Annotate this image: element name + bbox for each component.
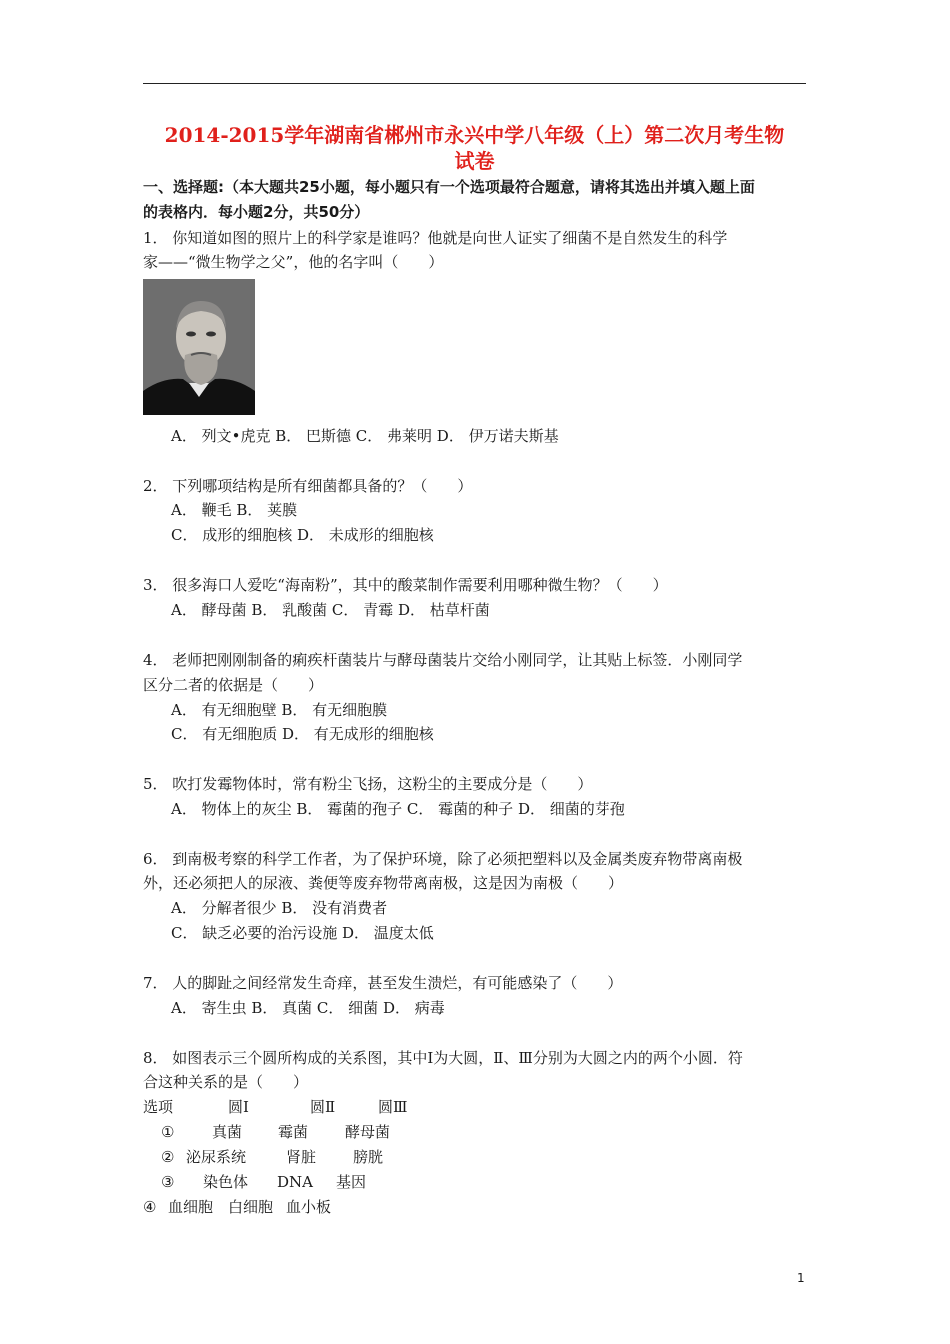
q8-text-line2: 合这种关系的是（ ） <box>143 1073 309 1091</box>
row-cell: 霉菌 <box>278 1123 309 1141</box>
q8-text-line1: 8． 如图表示三个圆所构成的关系图，其中Ⅰ为大圆，Ⅱ、Ⅲ分别为大圆之内的两个小圆．符 <box>143 1049 743 1067</box>
q4-options-1: A． 有无细胞壁 B． 有无细胞膜 <box>171 701 388 719</box>
q2-text: 2． 下列哪项结构是所有细菌都具备的？（ ） <box>143 477 473 495</box>
header-option: 选项 <box>143 1098 174 1116</box>
section-heading-line1: 一、选择题:（本大题共25小题，每小题只有一个选项最符合题意，请将其选出并填入题上面 <box>143 178 755 196</box>
page-number: 1 <box>797 1271 805 1285</box>
header-rule <box>143 83 806 84</box>
row-cell: 真菌 <box>212 1123 243 1141</box>
q1-text-line2: 家——“微生物学之父”，他的名字叫（ ） <box>143 253 444 271</box>
q1-text-line1: 1． 你知道如图的照片上的科学家是谁吗？他就是向世人证实了细菌不是自然发生的科学 <box>143 229 728 247</box>
row-cell: 膀胱 <box>353 1148 384 1166</box>
q6-options-1: A． 分解者很少 B． 没有消费者 <box>171 899 388 917</box>
row-marker: ③ <box>161 1173 175 1191</box>
scientist-portrait <box>143 279 255 415</box>
q3-options: A． 酵母菌 B． 乳酸菌 C． 青霉 D． 枯草杆菌 <box>171 601 490 619</box>
q6-text-line1: 6． 到南极考察的科学工作者，为了保护环境，除了必须把塑料以及金属类废弃物带离南极 <box>143 850 743 868</box>
row-cell: 白细胞 <box>228 1198 274 1216</box>
row-marker: ② <box>161 1148 175 1166</box>
q2-options-2: C． 成形的细胞核 D． 未成形的细胞核 <box>171 526 434 544</box>
row-cell: 泌尿系统 <box>186 1148 247 1166</box>
row-cell: 肾脏 <box>286 1148 317 1166</box>
q3-text: 3． 很多海口人爱吃“海南粉”，其中的酸菜制作需要利用哪种微生物？（ ） <box>143 576 668 594</box>
q5-text: 5． 吹打发霉物体时，常有粉尘飞扬，这粉尘的主要成分是（ ） <box>143 775 593 793</box>
header-circle-3: 圆Ⅲ <box>378 1098 408 1116</box>
row-cell: DNA <box>277 1173 313 1191</box>
q2-options-1: A． 鞭毛 B． 荚膜 <box>171 501 298 519</box>
q7-text: 7． 人的脚趾之间经常发生奇痒，甚至发生溃烂，有可能感染了（ ） <box>143 974 623 992</box>
row-cell: 血小板 <box>286 1198 332 1216</box>
q4-text-line2: 区分二者的依据是（ ） <box>143 676 324 694</box>
q4-options-2: C． 有无细胞质 D． 有无成形的细胞核 <box>171 725 434 743</box>
row-cell: 染色体 <box>203 1173 249 1191</box>
q5-options: A． 物体上的灰尘 B． 霉菌的孢子 C． 霉菌的种子 D． 细菌的芽孢 <box>171 800 625 818</box>
header-circle-2: 圆Ⅱ <box>310 1098 336 1116</box>
row-cell: 血细胞 <box>168 1198 214 1216</box>
q6-options-2: C． 缺乏必要的治污设施 D． 温度太低 <box>171 924 434 942</box>
doc-title-line1: 2014-2015学年湖南省郴州市永兴中学八年级（上）第二次月考生物 <box>164 123 785 147</box>
row-marker: ④ <box>143 1198 157 1216</box>
row-cell: 基因 <box>336 1173 367 1191</box>
row-cell: 酵母菌 <box>345 1123 391 1141</box>
q6-text-line2: 外，还必须把人的尿液、粪便等废弃物带离南极，这是因为南极（ ） <box>143 874 624 892</box>
section-heading-line2: 的表格内．每小题2分，共50分） <box>143 203 370 221</box>
row-marker: ① <box>161 1123 175 1141</box>
header-circle-1: 圆Ⅰ <box>228 1098 249 1116</box>
q1-options: A． 列文•虎克 B． 巴斯德 C． 弗莱明 D． 伊万诺夫斯基 <box>171 427 559 445</box>
doc-title-line2: 试卷 <box>454 149 495 173</box>
q4-text-line1: 4． 老师把刚刚制备的痢疾杆菌装片与酵母菌装片交给小刚同学，让其贴上标签．小刚同学 <box>143 651 743 669</box>
q7-options: A． 寄生虫 B． 真菌 C． 细菌 D． 病毒 <box>171 999 445 1017</box>
